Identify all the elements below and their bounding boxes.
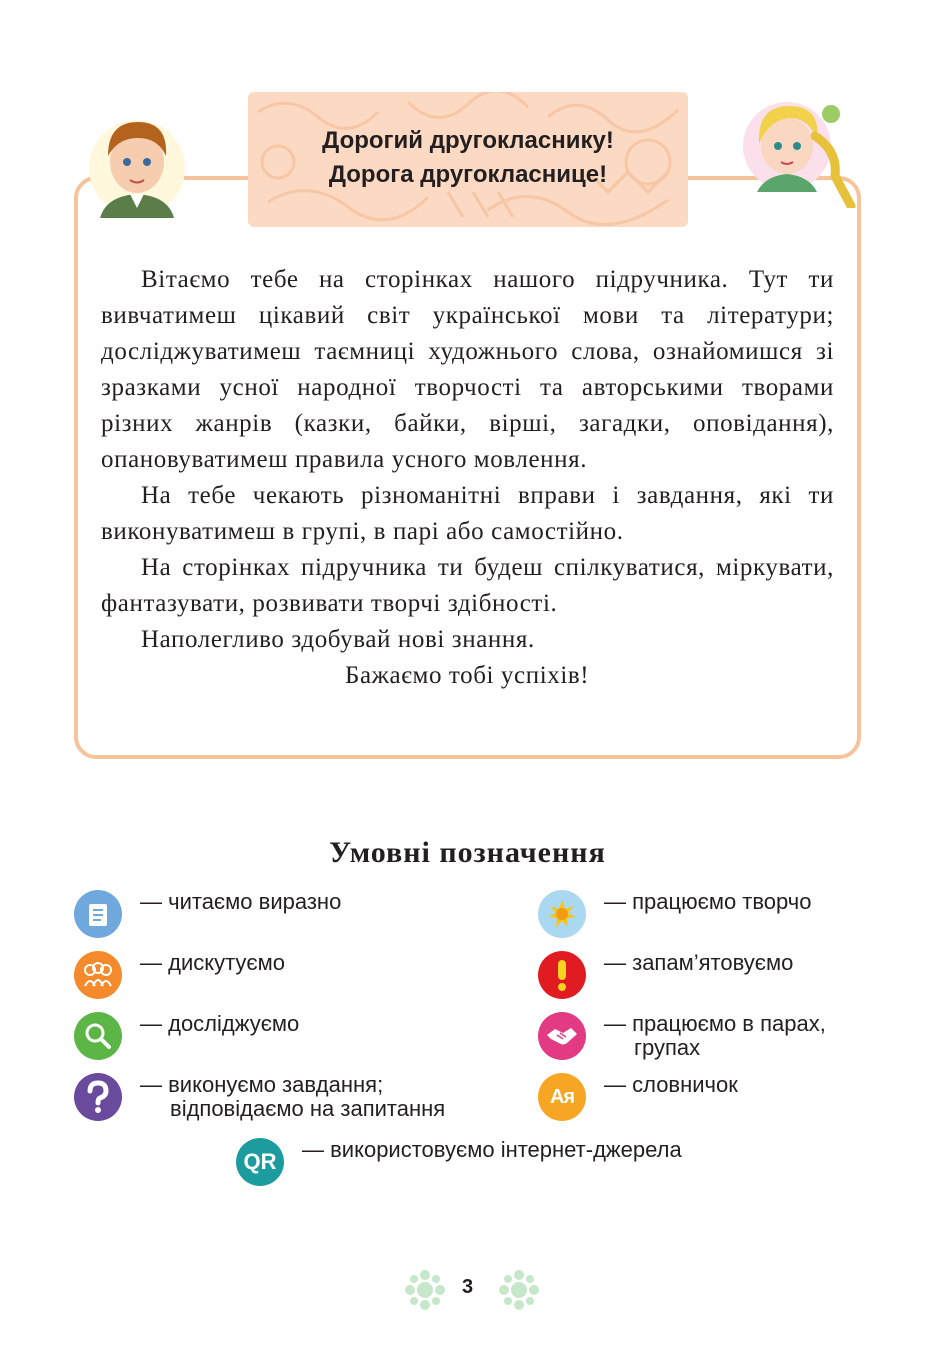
letter-paragraph: Наполегливо здобувай нові знання. (141, 626, 535, 653)
legend-label: — дискутуємо (140, 950, 286, 975)
legend-label: — досліджуємо (140, 1011, 300, 1036)
letter-paragraph: Вітаємо тебе на сторінках нашого підручника. Тут ти вивчатимеш цікавий світ української мови та літератури; досліджуватимеш таємниці художнього слова, ознайомишся зі зразками усної народної творчості та авторськими творами різних жанрів (казки, байки, вірші, загадки, оповідання), опановуватимеш правила усного мовлення. (101, 266, 834, 473)
legend-label: — використовуємо інтернет-джерела (302, 1137, 682, 1162)
boy-avatar (86, 108, 188, 218)
legend-item-tasks (74, 1073, 445, 1121)
legend-item-internet (236, 1138, 682, 1186)
legend-label: — запам’ятовуємо (604, 950, 794, 975)
sun-icon (538, 890, 586, 938)
people-icon (74, 951, 122, 999)
legend-item-pairs (538, 1012, 826, 1060)
legend-item-read (74, 890, 341, 938)
legend-label: — словничок (604, 1072, 738, 1097)
letter-signature: Бажаємо тобі успіхів! (345, 662, 590, 689)
letter-paragraph: На тебе чекають різноманітні вправи і завдання, які ти виконуватимеш в групі, в парі або самостійно. (101, 482, 834, 545)
greeting-line-2: Дорога другокласнице! (328, 161, 608, 188)
dictionary-icon (538, 1073, 586, 1121)
page-number: 3 (461, 1276, 474, 1298)
legend-label: — виконуємо завдання; (140, 1072, 384, 1097)
question-icon (74, 1073, 122, 1121)
greeting-line-1: Дорогий другокласнику! (322, 127, 614, 154)
legend-item-remember (538, 951, 793, 999)
greeting-banner (248, 92, 688, 227)
dictionary-glyph: Ая (549, 1085, 575, 1108)
book-icon (74, 890, 122, 938)
flower-ornament-icon (497, 1268, 541, 1312)
legend-label-continued: групах (634, 1035, 701, 1060)
legend-label: — працюємо творчо (604, 889, 812, 914)
qr-icon (236, 1138, 284, 1186)
girl-avatar (743, 96, 868, 208)
letter-paragraph: На сторінках підручника ти будеш спілкуватися, міркувати, фантазувати, розвивати творчі здібності. (101, 554, 834, 617)
welcome-letter (101, 262, 834, 694)
qr-glyph: QR (243, 1149, 277, 1174)
legend-item-creative (538, 890, 812, 938)
legend-label-continued: відповідаємо на запитання (170, 1096, 446, 1121)
legend-item-discuss (74, 951, 285, 999)
legend-item-dictionary (538, 1073, 738, 1121)
magnifier-icon (74, 1012, 122, 1060)
exclamation-icon (538, 951, 586, 999)
handshake-icon (538, 1012, 586, 1060)
legend-item-research (74, 1012, 299, 1060)
legend-title: Умовні позначення (329, 836, 606, 869)
legend-label: — читаємо виразно (140, 889, 342, 914)
legend-label: — працюємо в парах, (604, 1011, 826, 1036)
